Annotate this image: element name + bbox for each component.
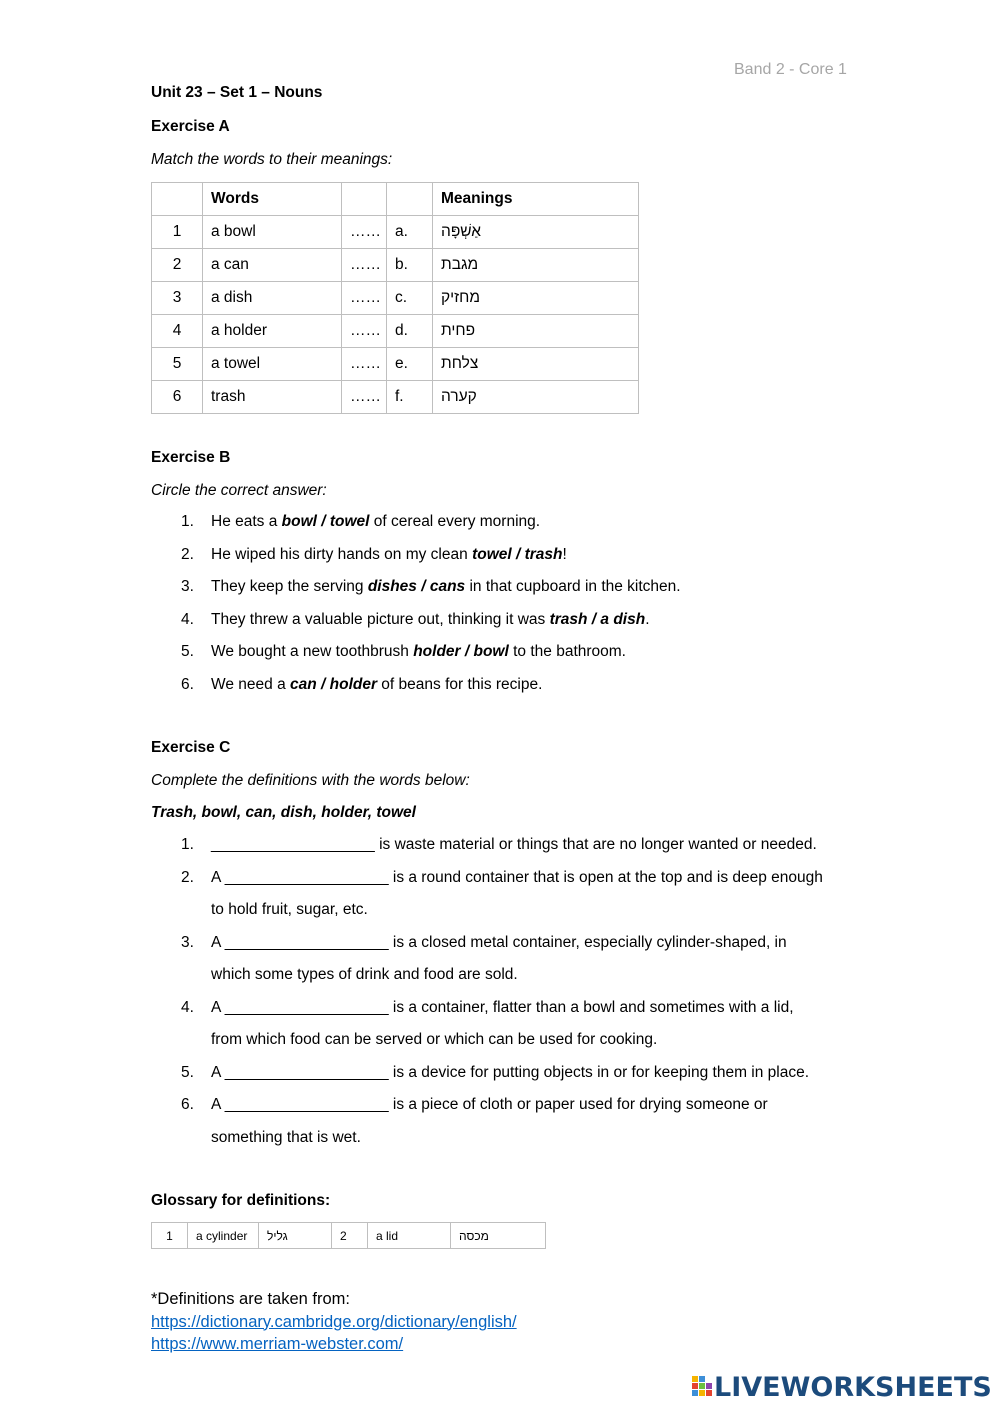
item-number: 1.: [181, 836, 194, 853]
merriam-webster-link[interactable]: https://www.merriam-webster.com/: [151, 1335, 404, 1353]
glossary-term: a lid: [368, 1223, 451, 1249]
list-item: 2. He wiped his dirty hands on my clean towel / trash!: [151, 539, 681, 572]
table-row: [152, 216, 639, 249]
list-item: 3. They keep the serving dishes / cans in that cupboard in the kitchen.: [151, 571, 681, 604]
item-number: 3.: [181, 578, 194, 595]
definition-line[interactable]: A ___________________ is a device for putting objects in or for keeping them in place.: [211, 1063, 810, 1081]
answer-blank[interactable]: ……: [342, 315, 387, 348]
answer-blank[interactable]: ……: [342, 381, 387, 414]
list-item: [151, 992, 871, 1057]
item-number: 5.: [181, 643, 194, 660]
definition-continuation: something that is wet.: [211, 1128, 361, 1146]
sources-block: [151, 1288, 517, 1356]
logo-text: LIVEWORKSHEETS: [714, 1372, 992, 1403]
meaning-letter: d.: [387, 315, 433, 348]
glossary-number: 1: [152, 1223, 188, 1249]
exercise-c-list: [151, 829, 871, 1154]
table-row: [152, 348, 639, 381]
meanings-column-header: Meanings: [433, 183, 639, 216]
exercise-c-heading: Exercise C: [151, 739, 231, 756]
glossary-translation: גליל: [259, 1223, 332, 1249]
word-bank: Trash, bowl, can, dish, holder, towel: [151, 804, 416, 821]
glossary-term: a cylinder: [188, 1223, 259, 1249]
exercise-b-list: [151, 506, 681, 701]
meaning-cell: פחית: [433, 315, 639, 348]
item-number: 3.: [181, 933, 194, 951]
list-item: 1. He eats a bowl / towel of cereal every morning.: [151, 506, 681, 539]
row-number: 6: [152, 381, 203, 414]
meaning-letter: f.: [387, 381, 433, 414]
exercise-b-instruction: Circle the correct answer:: [151, 482, 327, 499]
cambridge-link[interactable]: https://dictionary.cambridge.org/dictionary/english/: [151, 1312, 517, 1331]
sources-note: *Definitions are taken from:: [151, 1290, 351, 1308]
item-number: 6.: [181, 1096, 194, 1113]
matching-table: [151, 182, 639, 414]
item-number: 4.: [181, 610, 194, 628]
glossary-table: [151, 1222, 546, 1249]
definition-continuation: which some types of drink and food are sold.: [211, 966, 518, 983]
definition-line[interactable]: A ___________________ is a closed metal container, especially cylinder-shaped, in: [211, 933, 787, 951]
table-row: [152, 249, 639, 282]
exercise-a-instruction: Match the words to their meanings:: [151, 151, 393, 168]
word-cell: a dish: [203, 282, 342, 315]
liveworksheets-logo: [692, 1372, 992, 1403]
list-item: 6. We need a can / holder of beans for this recipe.: [151, 669, 681, 702]
word-cell: a towel: [203, 348, 342, 381]
item-number: 1.: [181, 513, 194, 530]
glossary-number: 2: [332, 1223, 368, 1249]
glossary-translation: מכסה: [451, 1223, 546, 1249]
meaning-cell: אַשְׁפָּה: [433, 216, 639, 249]
meaning-cell: מגבת: [433, 249, 639, 282]
meaning-letter: e.: [387, 348, 433, 381]
item-number: 2.: [181, 545, 194, 563]
item-number: 4.: [181, 998, 194, 1016]
meaning-cell: קערה: [433, 381, 639, 414]
answer-options[interactable]: trash / a dish: [549, 610, 646, 628]
answer-options[interactable]: towel / trash: [472, 545, 563, 563]
table-row: [152, 282, 639, 315]
answer-blank[interactable]: ……: [342, 348, 387, 381]
meaning-letter: a.: [387, 216, 433, 249]
list-item: [151, 1089, 871, 1154]
row-number: 5: [152, 348, 203, 381]
answer-blank[interactable]: ……: [342, 216, 387, 249]
list-item: [151, 862, 871, 927]
word-cell: a holder: [203, 315, 342, 348]
row-number: 2: [152, 249, 203, 282]
table-row: [152, 315, 639, 348]
answer-blank[interactable]: ……: [342, 282, 387, 315]
definition-line[interactable]: A ___________________ is a piece of cloth or paper used for drying someone or: [211, 1096, 768, 1113]
word-cell: trash: [203, 381, 342, 414]
meaning-cell: מחזיק: [433, 282, 639, 315]
logo-blocks-icon: [692, 1374, 714, 1402]
word-cell: a can: [203, 249, 342, 282]
answer-options[interactable]: holder / bowl: [413, 643, 509, 660]
band-label: Band 2 - Core 1: [734, 61, 847, 78]
exercise-b-heading: Exercise B: [151, 449, 231, 466]
definition-continuation: from which food can be served or which can be used for cooking.: [211, 1031, 658, 1048]
meaning-letter: b.: [387, 249, 433, 282]
row-number: 1: [152, 216, 203, 249]
list-item: 4. They threw a valuable picture out, thinking it was trash / a dish.: [151, 604, 681, 637]
list-item: [151, 927, 871, 992]
list-item: [151, 1057, 871, 1090]
definition-line[interactable]: A ___________________ is a container, flatter than a bowl and sometimes with a lid,: [211, 998, 794, 1016]
list-item: [151, 829, 871, 862]
definition-line[interactable]: ___________________ is waste material or things that are no longer wanted or needed.: [211, 836, 817, 853]
answer-options[interactable]: can / holder: [290, 675, 377, 693]
meaning-letter: c.: [387, 282, 433, 315]
exercise-c-instruction: Complete the definitions with the words below:: [151, 772, 470, 789]
item-number: 2.: [181, 868, 194, 886]
word-cell: a bowl: [203, 216, 342, 249]
answer-options[interactable]: dishes / cans: [367, 578, 466, 595]
definition-continuation: to hold fruit, sugar, etc.: [211, 901, 368, 918]
words-column-header: Words: [203, 183, 342, 216]
glossary-heading: Glossary for definitions:: [151, 1192, 331, 1209]
answer-options[interactable]: bowl / towel: [281, 513, 370, 530]
list-item: 5. We bought a new toothbrush holder / bowl to the bathroom.: [151, 636, 681, 669]
matching-table-header: [152, 183, 639, 216]
item-number: 6.: [181, 675, 194, 693]
table-row: [152, 1223, 546, 1249]
item-number: 5.: [181, 1063, 194, 1081]
definition-line[interactable]: A ___________________ is a round container that is open at the top and is deep enough: [211, 868, 823, 886]
worksheet-title: Unit 23 – Set 1 – Nouns: [151, 84, 323, 101]
table-row: [152, 381, 639, 414]
meaning-cell: צלחת: [433, 348, 639, 381]
row-number: 3: [152, 282, 203, 315]
row-number: 4: [152, 315, 203, 348]
answer-blank[interactable]: ……: [342, 249, 387, 282]
exercise-a-heading: Exercise A: [151, 118, 230, 135]
